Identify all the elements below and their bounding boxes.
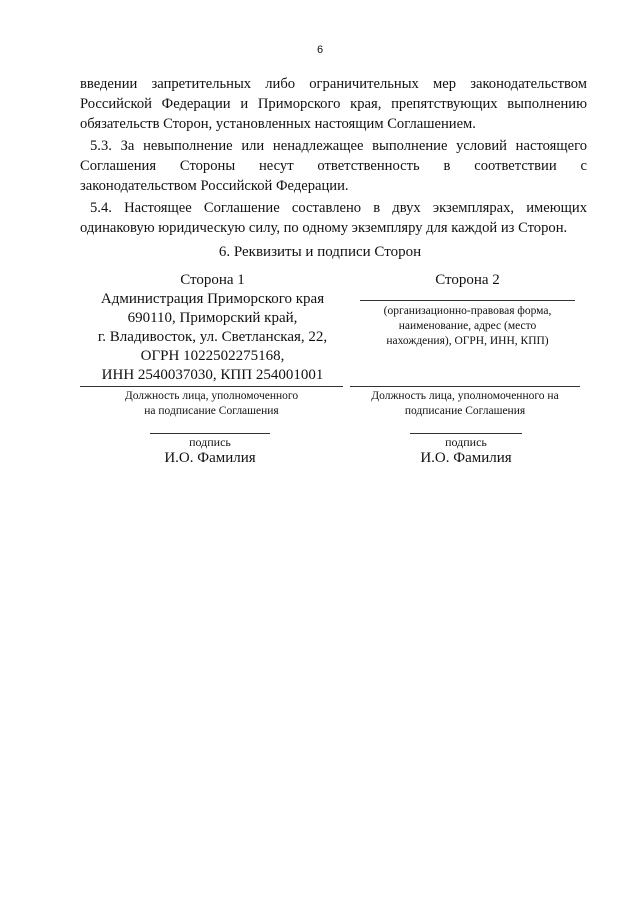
party2-title: Сторона 2 [435,272,500,288]
party1-detail-line: Администрация Приморского края [100,291,325,307]
paragraph-5-3 [80,136,587,196]
text-line: Российской Федерации и Приморского края, препятствующих выполнению [80,96,587,112]
party1-detail-line: 690110, Приморский край, [127,310,298,326]
section-heading: 6. Реквизиты и подписи Сторон [218,244,422,260]
party2-name: И.О. Фамилия [420,450,512,466]
party1-position-line [80,386,343,387]
party1-title: Сторона 1 [180,272,245,288]
paragraph-5-4 [80,198,587,238]
paragraph-continuation [80,74,587,134]
party2-details-caption: (организационно-правовая форма, наименование, адрес (место нахождения), ОГРН, ИНН, КПП) [383,305,552,347]
party1-detail-line: ИНН 2540037030, КПП 254001001 [101,367,324,383]
page-number: 6 [316,44,324,56]
party2-signature-line [410,433,522,434]
text-line: введении запретительных либо ограничительных мер законодательством [80,76,587,92]
party2-position-line [350,386,580,387]
party1-detail-line: г. Владивосток, ул. Светланская, 22, [97,329,328,345]
party2-details-line [360,300,575,301]
text-line: 5.3. За невыполнение или ненадлежащее выполнение условий настоящего [90,138,587,154]
text-line: Соглашения Стороны несут ответственность в соответствии с [80,158,587,174]
party1-name: И.О. Фамилия [164,450,256,466]
party1-detail-line: ОГРН 1022502275168, [140,348,285,364]
party2-block [360,271,575,290]
party1-signature-caption: подпись [189,435,231,449]
party1-block [80,271,345,385]
party1-signature-line [150,433,270,434]
text-line: обязательств Сторон, установленных настоящим Соглашением. [80,116,476,132]
text-line: 5.4. Настоящее Соглашение составлено в двух экземплярах, имеющих [90,200,587,216]
text-line: законодательством Российской Федерации. [80,178,349,194]
party2-position-caption: Должность лица, уполномоченного на подписание Соглашения [371,390,559,417]
party2-signature-caption: подпись [445,435,487,449]
text-line: одинаковую юридическую силу, по одному экземпляру для каждой из Сторон. [80,220,568,236]
party1-position-caption: Должность лица, уполномоченного на подписание Соглашения [124,390,299,417]
